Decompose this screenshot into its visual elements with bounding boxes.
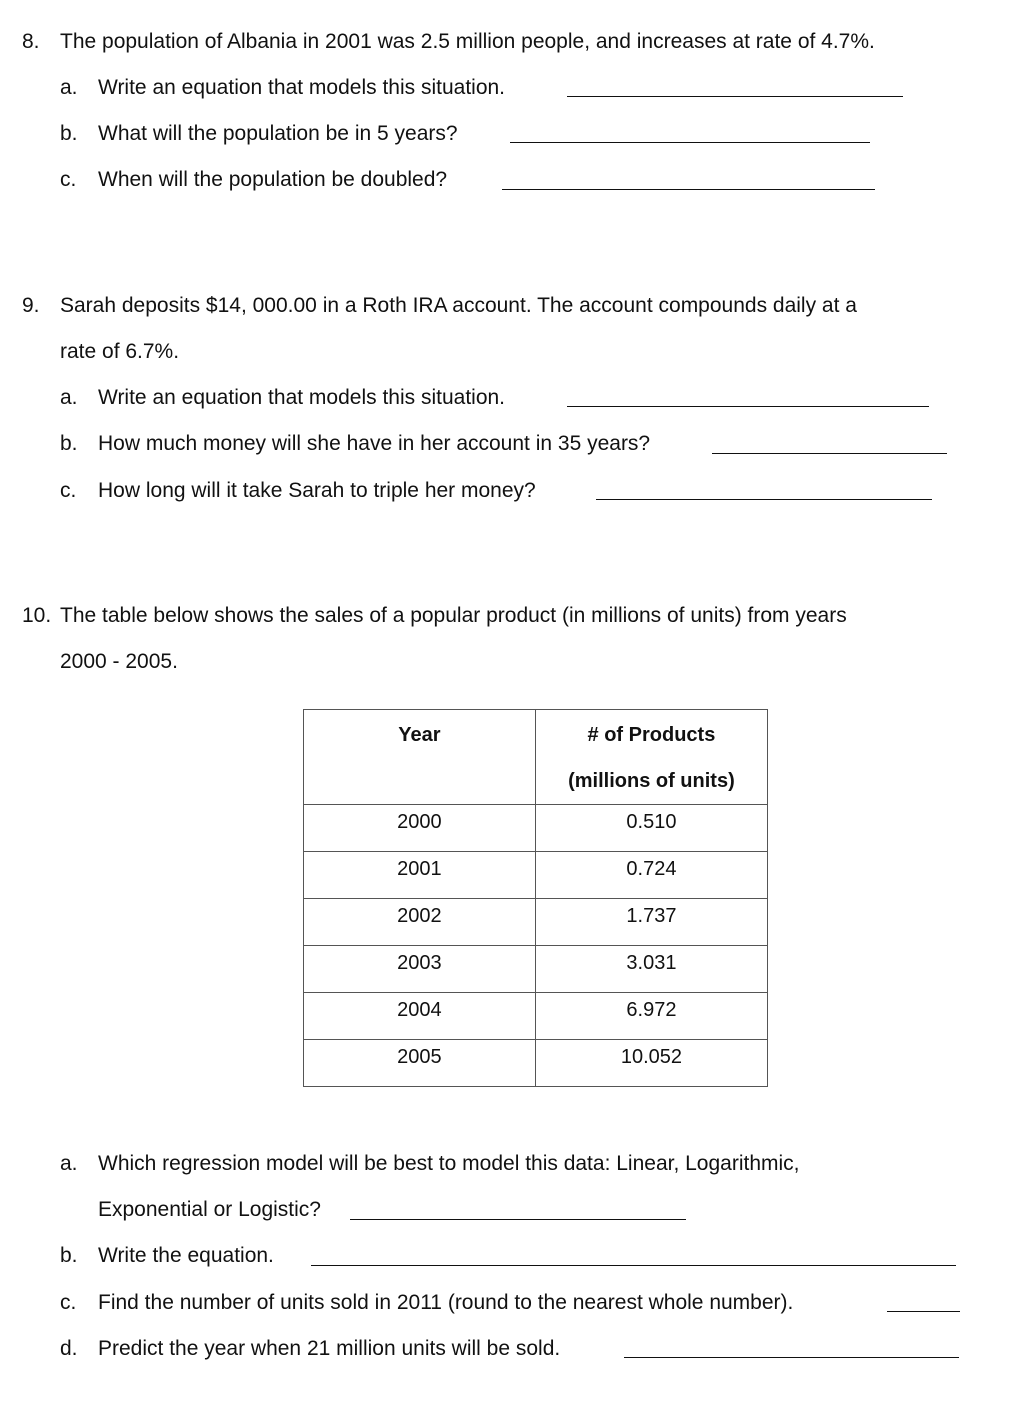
problem-8-number: 8. bbox=[22, 30, 40, 53]
header-products bbox=[535, 710, 767, 805]
problem-10a-letter: a. bbox=[60, 1152, 78, 1175]
problem-10b-answer-blank[interactable] bbox=[311, 1265, 956, 1266]
problem-9-text-line1: Sarah deposits $14, 000.00 in a Roth IRA account. The account compounds daily at a bbox=[60, 294, 857, 317]
problem-10a-answer-blank[interactable] bbox=[350, 1219, 686, 1220]
cell-value: 3.031 bbox=[535, 946, 767, 993]
header-year bbox=[304, 710, 536, 805]
table-row bbox=[304, 805, 768, 852]
problem-10d-answer-blank[interactable] bbox=[624, 1357, 959, 1358]
problem-10-text-line1: The table below shows the sales of a popular product (in millions of units) from years bbox=[60, 604, 847, 627]
cell-year: 2001 bbox=[304, 852, 536, 899]
cell-value: 0.510 bbox=[535, 805, 767, 852]
header-products-line1: # of Products bbox=[587, 724, 716, 746]
problem-8a-letter: a. bbox=[60, 76, 78, 99]
problem-8c-text: When will the population be doubled? bbox=[98, 168, 448, 191]
cell-year: 2000 bbox=[304, 805, 536, 852]
table-row bbox=[304, 946, 768, 993]
header-products-line2: (millions of units) bbox=[568, 770, 735, 792]
problem-8-text: The population of Albania in 2001 was 2.5 million people, and increases at rate of 4.7%. bbox=[60, 30, 875, 53]
problem-10c-text: Find the number of units sold in 2011 (round to the nearest whole number). bbox=[98, 1291, 794, 1314]
problem-9a-text: Write an equation that models this situation. bbox=[98, 386, 506, 409]
problem-10-text-line2: 2000 - 2005. bbox=[60, 650, 178, 673]
table-row bbox=[304, 1040, 768, 1087]
problem-9c-answer-blank[interactable] bbox=[596, 499, 932, 500]
problem-9-text-line2: rate of 6.7%. bbox=[60, 340, 180, 363]
cell-value: 6.972 bbox=[535, 993, 767, 1040]
problem-9c-text: How long will it take Sarah to triple her money? bbox=[98, 479, 536, 502]
cell-value: 0.724 bbox=[535, 852, 767, 899]
problem-8a-text: Write an equation that models this situation. bbox=[98, 76, 506, 99]
table-row bbox=[304, 852, 768, 899]
problem-10b-text: Write the equation. bbox=[98, 1244, 274, 1267]
problem-9b-answer-blank[interactable] bbox=[712, 453, 947, 454]
header-year-label: Year bbox=[398, 724, 441, 746]
problem-10c-letter: c. bbox=[60, 1291, 77, 1314]
problem-10-number: 10. bbox=[22, 604, 52, 627]
table-row bbox=[304, 993, 768, 1040]
problem-8c-letter: c. bbox=[60, 168, 77, 191]
cell-value: 10.052 bbox=[535, 1040, 767, 1087]
problem-9b-text: How much money will she have in her account in 35 years? bbox=[98, 432, 651, 455]
cell-year: 2005 bbox=[304, 1040, 536, 1087]
problem-10b-letter: b. bbox=[60, 1244, 78, 1267]
problem-10d-text: Predict the year when 21 million units will be sold. bbox=[98, 1337, 561, 1360]
problem-8b-answer-blank[interactable] bbox=[510, 142, 870, 143]
problem-9-number: 9. bbox=[22, 294, 40, 317]
problem-8b-letter: b. bbox=[60, 122, 78, 145]
problem-9c-letter: c. bbox=[60, 479, 77, 502]
sales-table bbox=[303, 709, 768, 1087]
cell-year: 2004 bbox=[304, 993, 536, 1040]
problem-10d-letter: d. bbox=[60, 1337, 78, 1360]
cell-year: 2002 bbox=[304, 899, 536, 946]
problem-8a-answer-blank[interactable] bbox=[567, 96, 903, 97]
problem-9b-letter: b. bbox=[60, 432, 78, 455]
problem-8c-answer-blank[interactable] bbox=[502, 189, 875, 190]
table-row bbox=[304, 899, 768, 946]
problem-10c-answer-blank[interactable] bbox=[887, 1311, 960, 1312]
problem-10a-text-line2: Exponential or Logistic? bbox=[98, 1198, 321, 1221]
problem-8b-text: What will the population be in 5 years? bbox=[98, 122, 458, 145]
problem-10a-text-line1: Which regression model will be best to model this data: Linear, Logarithmic, bbox=[98, 1152, 800, 1175]
cell-year: 2003 bbox=[304, 946, 536, 993]
problem-9a-letter: a. bbox=[60, 386, 78, 409]
table-header-row bbox=[304, 710, 768, 805]
cell-value: 1.737 bbox=[535, 899, 767, 946]
problem-9a-answer-blank[interactable] bbox=[567, 406, 929, 407]
